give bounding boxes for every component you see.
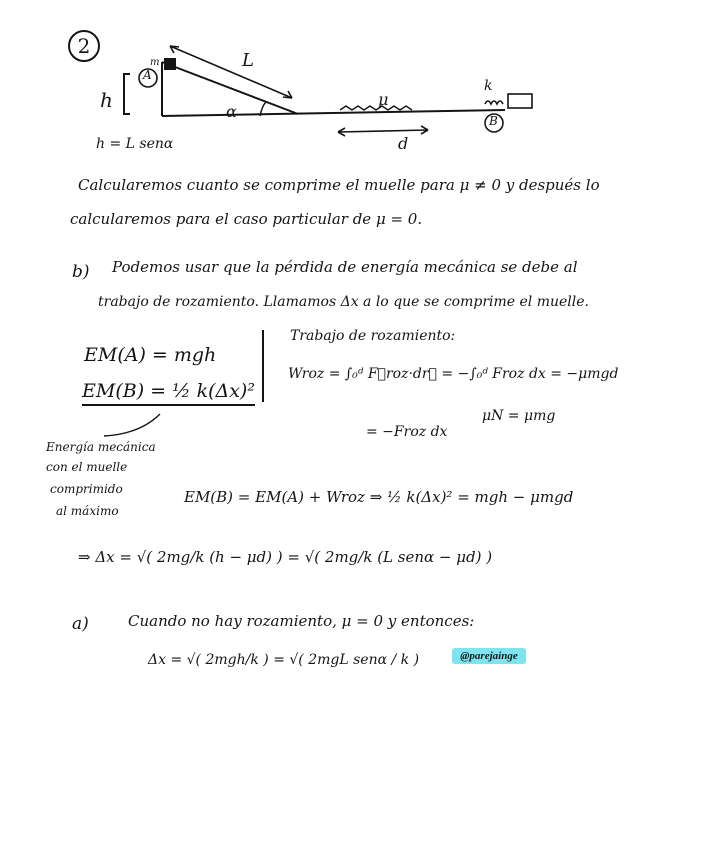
part-a-label: a) <box>72 614 89 634</box>
ground-line <box>162 110 505 116</box>
side-note-line-2: con el muelle <box>46 460 128 474</box>
angle-label: α <box>226 102 237 121</box>
spring <box>485 101 503 104</box>
friction-label: μ <box>378 90 389 109</box>
mass-block <box>164 58 176 70</box>
work-sub-2: μN = μmg <box>482 408 556 424</box>
h-label: h <box>100 88 113 112</box>
side-note <box>46 438 156 522</box>
side-note-line-1: Energía mecánica <box>46 440 156 454</box>
side-note-arrow <box>100 410 170 440</box>
part-b-line-1: Podemos usar que la pérdida de energía mecánica se debe al <box>112 258 578 276</box>
mass-label: m <box>150 57 160 68</box>
part-b-label: b) <box>72 262 90 282</box>
distance-label: d <box>398 134 409 153</box>
point-a-label: A <box>143 68 152 82</box>
result-equation: ⇒ Δx = √( 2mg/k (h − μd) ) = √( 2mg/k (L senα − μd) ) <box>78 548 493 566</box>
energy-b: EM(B) = ½ k(Δx)² <box>82 380 255 406</box>
part-a-text: Cuando no hay rozamiento, μ = 0 y entonces: <box>128 612 475 630</box>
energy-a: EM(A) = mgh <box>84 344 217 366</box>
problem-number: 2 <box>68 30 100 62</box>
work-sub-1: = −Froz dx <box>366 424 448 440</box>
divider-line <box>262 330 264 402</box>
spring-label: k <box>484 78 493 94</box>
part-b-line-2: trabajo de rozamiento. Llamamos Δx a lo que se comprime el muelle. <box>98 294 589 310</box>
height-relation: h = L senα <box>96 136 174 152</box>
intro-line-1: Calcularemos cuanto se comprime el muelle para μ ≠ 0 y después lo <box>78 176 600 194</box>
height-bracket <box>124 74 130 114</box>
point-b-label: B <box>489 114 498 128</box>
spring-wall <box>508 94 532 108</box>
friction-zone <box>340 106 412 110</box>
work-title: Trabajo de rozamiento: <box>290 328 456 344</box>
side-note-line-3: comprimido <box>50 482 123 496</box>
part-a-equation: Δx = √( 2mgh/k ) = √( 2mgL senα / k ) <box>148 652 420 668</box>
work-equation: Wroz = ∫₀ᵈ F⃗roz·dr⃗ = −∫₀ᵈ Froz dx = −μmgd <box>288 366 619 382</box>
side-note-line-4: al máximo <box>56 504 119 518</box>
balance-equation: EM(B) = EM(A) + Wroz ⇒ ½ k(Δx)² = mgh − μmgd <box>184 488 574 506</box>
watermark-badge: @parejainge <box>452 648 526 664</box>
distance-arrow <box>338 130 428 132</box>
length-label: L <box>242 50 254 71</box>
intro-line-2: calcularemos para el caso particular de μ = 0. <box>70 210 423 228</box>
